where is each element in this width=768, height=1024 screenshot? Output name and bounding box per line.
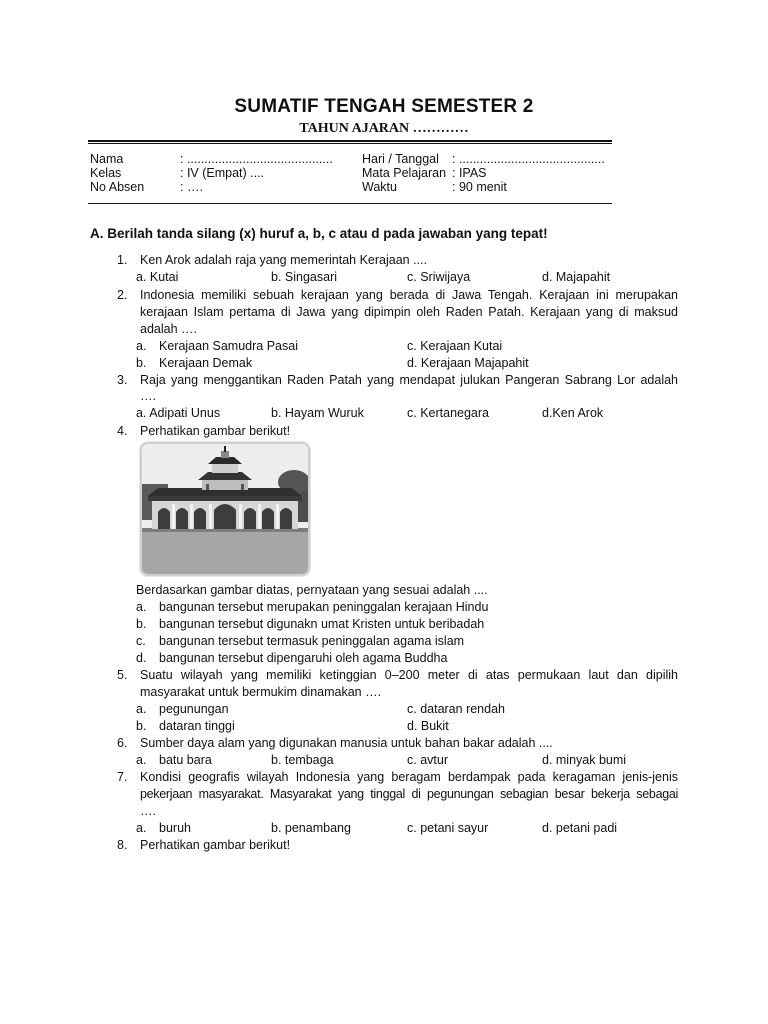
q1-option-a[interactable]: a. Kutai — [136, 270, 179, 284]
q2-text-line1: Indonesia memiliki sebuah kerajaan yang berada di Jawa Tengah. Kerajaan ini merupakan — [140, 288, 678, 302]
q6-option-a-letter[interactable]: a. — [136, 753, 147, 767]
q4-option-b[interactable]: bangunan tersebut digunakn umat Kristen untuk beribadah — [159, 617, 485, 631]
waktu-value: : 90 menit — [452, 180, 507, 194]
q3-option-c[interactable]: c. Kertanegara — [407, 406, 489, 420]
q3-number: 3. — [117, 373, 128, 387]
q2-text-line3: adalah …. — [140, 322, 197, 336]
q7-text-line2: pekerjaan masyarakat. Masyarakat yang tinggal di pegunungan sebagian besar bekerja sebagai — [140, 787, 678, 801]
q5-option-b-letter[interactable]: b. — [136, 719, 147, 733]
q4-option-d-letter[interactable]: d. — [136, 651, 147, 665]
q5-text-line1: Suatu wilayah yang memiliki ketinggian 0–200 meter di atas permukaan laut dan dipilih — [140, 668, 678, 682]
q4-stem: Berdasarkan gambar diatas, pernyataan yang sesuai adalah .... — [136, 583, 488, 597]
exam-title: SUMATIF TENGAH SEMESTER 2 — [234, 96, 534, 117]
header-rule-thin — [88, 143, 612, 144]
q7-option-a-letter[interactable]: a. — [136, 821, 147, 835]
q5-option-a[interactable]: pegunungan — [159, 702, 229, 716]
q7-option-b[interactable]: b. penambang — [271, 821, 351, 835]
q8-number: 8. — [117, 838, 128, 852]
q5-option-a-letter[interactable]: a. — [136, 702, 147, 716]
q1-number: 1. — [117, 253, 128, 267]
q5-option-c[interactable]: c. dataran rendah — [407, 702, 505, 716]
q8-text: Perhatikan gambar berikut! — [140, 838, 291, 852]
q7-number: 7. — [117, 770, 128, 784]
q2-option-b[interactable]: Kerajaan Demak — [159, 356, 253, 370]
academic-year: TAHUN AJARAN ………… — [299, 121, 469, 136]
q2-option-c[interactable]: c. Kerajaan Kutai — [407, 339, 503, 353]
q6-option-c[interactable]: c. avtur — [407, 753, 448, 767]
q3-option-a[interactable]: a. Adipati Unus — [136, 406, 221, 420]
q2-option-b-letter[interactable]: b. — [136, 356, 147, 370]
mosque-photo — [140, 442, 310, 576]
q5-number: 5. — [117, 668, 128, 682]
q5-text-line2: masyarakat untuk bermukim dinamakan …. — [140, 685, 382, 699]
q3-option-b[interactable]: b. Hayam Wuruk — [271, 406, 364, 420]
info-rule-bottom — [88, 203, 612, 204]
kelas-value: : IV (Empat) .... — [180, 166, 265, 180]
q4-option-a-letter[interactable]: a. — [136, 600, 147, 614]
q6-text: Sumber daya alam yang digunakan manusia untuk bahan bakar adalah .... — [140, 736, 553, 750]
kelas-label: Kelas — [90, 166, 122, 180]
q4-option-c[interactable]: bangunan tersebut termasuk peninggalan agama islam — [159, 634, 465, 648]
absen-field[interactable]: : …. — [180, 180, 203, 194]
q1-option-d[interactable]: d. Majapahit — [542, 270, 611, 284]
q4-option-b-letter[interactable]: b. — [136, 617, 147, 631]
q4-option-d[interactable]: bangunan tersebut dipengaruhi oleh agama Buddha — [159, 651, 448, 665]
waktu-label: Waktu — [362, 180, 397, 194]
mapel-label: Mata Pelajaran — [362, 166, 447, 180]
q7-option-c[interactable]: c. petani sayur — [407, 821, 489, 835]
q1-option-b[interactable]: b. Singasari — [271, 270, 338, 284]
q3-text-line1: Raja yang menggantikan Raden Patah yang mendapat julukan Pangeran Sabrang Lor adalah — [140, 373, 678, 387]
q1-text: Ken Arok adalah raja yang memerintah Kerajaan .... — [140, 253, 427, 267]
mapel-value: : IPAS — [452, 166, 487, 180]
section-a-instruction: A. Berilah tanda silang (x) huruf a, b, c atau d pada jawaban yang tepat! — [90, 226, 548, 241]
q2-text-line2: kerajaan Islam pertama di Jawa yang dipimpin oleh Raden Patah. Kerajaan yang di maksud — [140, 305, 678, 319]
q2-option-a[interactable]: Kerajaan Samudra Pasai — [159, 339, 298, 353]
q2-option-a-letter[interactable]: a. — [136, 339, 147, 353]
nama-label: Nama — [90, 152, 124, 166]
q2-number: 2. — [117, 288, 128, 302]
hari-label: Hari / Tanggal — [362, 152, 439, 166]
q4-text: Perhatikan gambar berikut! — [140, 424, 291, 438]
header-rule-top — [88, 140, 612, 142]
q4-number: 4. — [117, 424, 128, 438]
q7-text-line3: …. — [140, 804, 156, 818]
q3-option-d[interactable]: d.Ken Arok — [542, 406, 604, 420]
q7-option-d[interactable]: d. petani padi — [542, 821, 618, 835]
q4-option-a[interactable]: bangunan tersebut merupakan peninggalan kerajaan Hindu — [159, 600, 489, 614]
absen-label: No Absen — [90, 180, 145, 194]
q6-option-a[interactable]: batu bara — [159, 753, 212, 767]
q7-option-a[interactable]: buruh — [159, 821, 191, 835]
q6-option-b[interactable]: b. tembaga — [271, 753, 334, 767]
q4-option-c-letter[interactable]: c. — [136, 634, 146, 648]
hari-field[interactable]: : .......................................... — [452, 152, 605, 166]
q3-text-line2: …. — [140, 389, 156, 403]
q2-option-d[interactable]: d. Kerajaan Majapahit — [407, 356, 529, 370]
q7-text-line1: Kondisi geografis wilayah Indonesia yang beragam berdampak pada keragaman jenis-jenis — [140, 770, 678, 784]
building-illustration — [142, 444, 308, 574]
q6-number: 6. — [117, 736, 128, 750]
nama-field[interactable]: : .......................................... — [180, 152, 333, 166]
q5-option-d[interactable]: d. Bukit — [407, 719, 449, 733]
q1-option-c[interactable]: c. Sriwijaya — [407, 270, 471, 284]
q5-option-b[interactable]: dataran tinggi — [159, 719, 235, 733]
q6-option-d[interactable]: d. minyak bumi — [542, 753, 627, 767]
